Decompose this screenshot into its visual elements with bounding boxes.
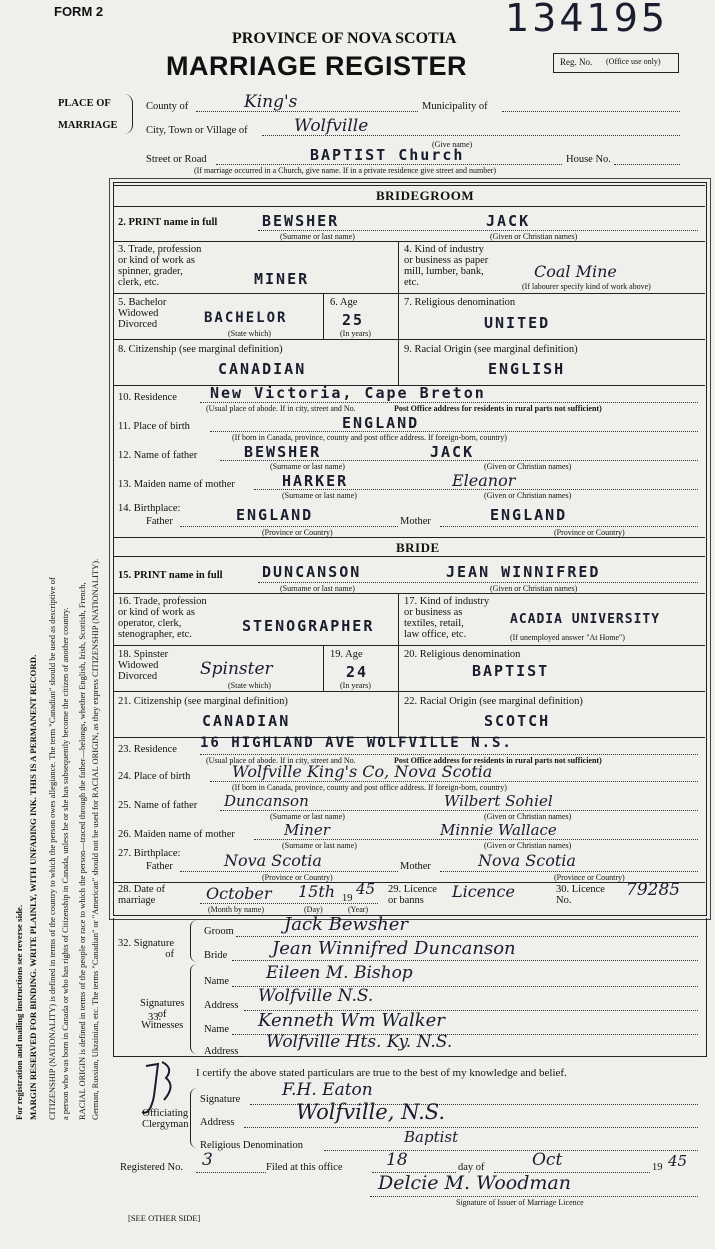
groom-racial: ENGLISH (488, 360, 566, 378)
marriage-label: MARRIAGE (58, 120, 118, 131)
bride-bp-father-label: Father (146, 861, 173, 872)
father-given-caption: (Given or Christian names) (484, 462, 572, 471)
certify-text: I certify the above stated particulars are true to the best of my knowledge and belief. (196, 1067, 567, 1079)
page-title: MARRIAGE REGISTER (166, 51, 468, 81)
groom-industry-label (404, 244, 488, 288)
marriage-year: 45 (356, 880, 376, 898)
groom-name-label-text: 2. PRINT name in full (118, 217, 218, 228)
groom-citizenship-label: 8. Citizenship (see marginal definition) (118, 344, 283, 355)
groom-age-label: 6. Age (330, 297, 358, 308)
bride-father-surname-caption: (Surname or last name) (270, 812, 345, 821)
registration-number: 134195 (505, 0, 669, 40)
county-label: County of (146, 101, 189, 112)
bride-age: 24 (346, 663, 369, 681)
groom-residence: New Victoria, Cape Breton (210, 384, 486, 402)
rule (114, 593, 705, 594)
reg-no-box (553, 53, 679, 73)
municipality-label: Municipality of (422, 101, 488, 112)
bridegroom-heading: BRIDEGROOM (376, 188, 475, 203)
bride-name-label-text: 15. PRINT name in full (118, 570, 223, 581)
licence-label-text: 29. Licence or banns (388, 884, 437, 906)
bride-given: JEAN WINNIFRED (446, 563, 601, 581)
bride-father-given-caption: (Given or Christian names) (484, 812, 572, 821)
bride-trade-label (118, 596, 207, 640)
rule (196, 1172, 266, 1173)
groom-residence-note: (Usual place of abode. If in city, street and No. (206, 404, 356, 413)
rule (114, 241, 705, 242)
bride-years: (In years) (340, 681, 371, 690)
rule (200, 402, 698, 403)
licence-no-label-text: 30. Licence No. (556, 884, 605, 906)
groom-birth-label: 11. Place of birth (118, 421, 190, 432)
municipality-line (502, 111, 680, 112)
house-label: House No. (566, 154, 611, 165)
bride-age-label: 19. Age (330, 649, 363, 660)
bride-trade: STENOGRAPHER (242, 617, 375, 635)
clergy-caption (142, 1108, 188, 1130)
rule (244, 1127, 698, 1128)
rule (114, 556, 705, 557)
bride-mother-given-caption: (Given or Christian names) (484, 841, 572, 850)
clergy-sig-label: Signature (200, 1094, 241, 1105)
rule (258, 582, 698, 583)
groom-status: BACHELOR (204, 310, 288, 326)
groom-industry-label-text: 4. Kind of industry or business as paper mill, lumber, bank, etc. (404, 244, 489, 288)
groom-industry-note: (If labourer specify kind of work above) (522, 282, 651, 291)
rule (370, 1196, 698, 1197)
groom-racial-label: 9. Racial Origin (see marginal definition) (404, 344, 578, 355)
groom-mother-label: 13. Maiden name of mother (118, 479, 235, 490)
issuer-signature: Delcie M. Woodman (378, 1172, 571, 1194)
w2-name: Kenneth Wm Walker (258, 1010, 445, 1031)
bride-status-label-text: 18. Spinster Widowed Divorced (118, 649, 169, 682)
rule (323, 293, 324, 339)
marriage-year-prefix: 19 (342, 893, 353, 904)
groom-bp-father-label: Father (146, 516, 173, 527)
groom-trade: MINER (254, 270, 310, 288)
bride-sig-label: Bride (204, 950, 228, 961)
day-caption: (Day) (304, 905, 323, 914)
groom-religion-label: 7. Religious denomination (404, 297, 516, 308)
groom-birth-note: (If born in Canada, province, county and post office address. If foreign-born, country) (232, 433, 507, 442)
rule (398, 645, 399, 691)
street-line (216, 164, 562, 165)
bride-surname-caption: (Surname or last name) (280, 584, 355, 593)
see-other-side: [SEE OTHER SIDE] (128, 1213, 201, 1223)
w2-address: Wolfville Hts. Ky. N.S. (266, 1032, 453, 1052)
bride-religion-label: 20. Religious denomination (404, 649, 521, 660)
date-label-text: 28. Date of marriage (118, 884, 165, 906)
w1-name-label: Name (204, 976, 230, 987)
house-line (614, 164, 680, 165)
bride-bp-mother: Nova Scotia (478, 851, 576, 870)
groom-industry: Coal Mine (534, 262, 617, 281)
rule (220, 810, 698, 811)
bride-bp-mother-caption: (Province or Country) (554, 873, 625, 882)
reg-no-label: Reg. No. (560, 57, 593, 67)
groom-bp-label: 14. Birthplace: (118, 503, 181, 514)
mother-given-caption: (Given or Christian names) (484, 491, 572, 500)
street-note: (If marriage occurred in a Church, give name. If in a private residence give street and number) (194, 166, 497, 175)
bride-bp-mother-label: Mother (400, 861, 431, 872)
filed-year-prefix: 19 (652, 1162, 663, 1173)
mother-surname-caption: (Surname or last name) (282, 491, 357, 500)
rule (398, 691, 399, 737)
bride-residence-note2: Post Office address for residents in rural parts not sufficient) (394, 756, 602, 765)
rule (114, 537, 705, 538)
bride-industry-label (404, 596, 489, 640)
bride-industry-label-text: 17. Kind of industry or business as textiles, retail, law office, etc. (404, 596, 490, 640)
bride-bp-father: Nova Scotia (224, 851, 322, 870)
father-surname-caption: (Surname or last name) (270, 462, 345, 471)
issuer-caption: Signature of Issuer of Marriage Licence (456, 1198, 584, 1207)
date-label (118, 884, 165, 906)
bride-mother-label: 26. Maiden name of mother (118, 829, 235, 840)
rule (398, 241, 399, 293)
bride-mother-given: Minnie Wallace (440, 821, 557, 839)
bride-citizenship-label: 21. Citizenship (see marginal definition) (118, 696, 288, 707)
rule (323, 645, 324, 691)
licence-value: Licence (452, 882, 515, 901)
clergy-caption-text: Officiating Clergyman (142, 1108, 189, 1130)
witness-brace (190, 964, 197, 1054)
religious-denom-label: Religious Denomination (200, 1140, 303, 1151)
groom-bp-mother-caption: (Province or Country) (554, 528, 625, 537)
bride-industry-note: (If unemployed answer "At Home") (510, 633, 625, 642)
bride-father-label: 25. Name of father (118, 800, 198, 811)
bride-bp-father-caption: (Province or Country) (262, 873, 333, 882)
registered-label: Registered No. (120, 1162, 183, 1173)
groom-residence-note2: Post Office address for residents in rural parts not sufficient) (394, 404, 602, 413)
w2-address-label: Address (204, 1046, 239, 1057)
rule (440, 526, 698, 527)
w1-address-label: Address (204, 1000, 239, 1011)
groom-mother-surname: HARKER (282, 472, 349, 490)
bride-surname: DUNCANSON (262, 563, 362, 581)
rule (180, 871, 398, 872)
bride-father-surname: Duncanson (224, 792, 309, 810)
rule (210, 781, 698, 782)
witness-number: 33. (148, 1012, 162, 1023)
rule (440, 871, 698, 872)
w1-address: Wolfville N.S. (258, 986, 374, 1006)
groom-years: (In years) (340, 329, 371, 338)
form-number: FORM 2 (54, 4, 104, 19)
bride-given-caption: (Given or Christian names) (490, 584, 578, 593)
rule (258, 230, 698, 231)
filed-month: Oct (532, 1150, 563, 1170)
place-label: PLACE OF (58, 98, 111, 109)
bride-residence-note: (Usual place of abode. If in city, street and No. (206, 756, 356, 765)
rule (114, 339, 705, 340)
groom-trade-label-text: 3. Trade, profession or kind of work as spinner, grader, clerk, etc. (118, 244, 202, 288)
groom-trade-label (118, 244, 201, 288)
groom-status-label-text: 5. Bachelor Widowed Divorced (118, 297, 167, 330)
rule (398, 293, 399, 339)
county-value: King's (244, 92, 298, 112)
groom-mother-given: Eleanor (452, 471, 516, 490)
filed-day: 18 (386, 1150, 408, 1170)
groom-residence-label: 10. Residence (118, 392, 177, 403)
groom-citizenship: CANADIAN (218, 360, 307, 378)
city-label: City, Town or Village of (146, 125, 248, 136)
clergy-address: Wolfville, N.S. (296, 1100, 446, 1124)
w1-name: Eileen M. Bishop (266, 963, 413, 983)
groom-given: JACK (486, 212, 531, 230)
bride-trade-label-text: 16. Trade, profession or kind of work as operator, clerk, stenographer, etc. (118, 596, 207, 640)
marriage-day: 15th (298, 882, 336, 901)
rule (114, 882, 705, 883)
province-title: PROVINCE OF NOVA SCOTIA (232, 30, 457, 47)
bride-state-which: (State which) (228, 681, 271, 690)
rule (200, 754, 698, 755)
bride-birth: Wolfville King's Co, Nova Scotia (232, 762, 493, 781)
groom-sig-label: Groom (204, 926, 234, 937)
rule (180, 526, 398, 527)
licence-no-label (556, 884, 605, 906)
licence-no: 79285 (626, 880, 681, 900)
bride-racial: SCOTCH (484, 712, 551, 730)
side-note-3: CITIZENSHIP (NATIONALITY) is defined in terms of the country to which the person owes allegiance. The term "Canadian" should be used as descriptive of (47, 577, 57, 1120)
place-brace (124, 94, 133, 134)
groom-father-label: 12. Name of father (118, 450, 198, 461)
groom-name-label (118, 217, 217, 228)
groom-bp-father-caption: (Province or Country) (262, 528, 333, 537)
bride-name-label (118, 570, 223, 581)
bride-birth-note: (If born in Canada, province, county and post office address. If foreign-born, country) (232, 783, 507, 792)
signature-of-label (118, 938, 174, 960)
groom-bp-father: ENGLAND (236, 506, 314, 524)
rule (244, 1056, 698, 1057)
witness-caption (140, 998, 184, 1031)
bride-status: Spinster (200, 659, 273, 679)
county-line (196, 111, 418, 112)
side-note-4: a person who was born in Canada or who has rights of Citizenship in Canada, unless he or she has subsequently become the citizen of another country. (60, 607, 70, 1120)
day-of-label: day of (458, 1162, 485, 1173)
clergy-address-label: Address (200, 1117, 235, 1128)
groom-father-surname: BEWSHER (244, 443, 322, 461)
bride-mother-surname: Miner (284, 821, 330, 839)
rule (114, 293, 705, 294)
groom-status-label (118, 297, 166, 330)
groom-bp-mother: ENGLAND (490, 506, 568, 524)
bride-birth-label: 24. Place of birth (118, 771, 191, 782)
rule (210, 431, 698, 432)
city-value: Wolfville (294, 116, 369, 136)
marriage-month: October (206, 884, 272, 903)
filed-label: Filed at this office (266, 1162, 343, 1173)
side-note-6: German, Russian, Ukrainian, etc. The terms "Canadian" or "American" should not be used for RACIAL ORIGIN, as they express CITIZENSHIP (NATIONALITY). (90, 558, 100, 1120)
bride-father-given: Wilbert Sohiel (444, 792, 553, 810)
side-note-5: RACIAL ORIGIN is defined in terms of the people or race to which the person—traced through the father—belongs, whether English, Irish, Scottish, French, (77, 582, 87, 1120)
rule (254, 839, 698, 840)
give-name-caption: (Give name) (432, 140, 473, 149)
rule (324, 1150, 698, 1151)
rule (398, 593, 399, 645)
month-caption: (Month by name) (208, 905, 264, 914)
side-note-2: MARGIN RESERVED FOR BINDING. WRITE PLAINLY, WITH UNFADING INK. THIS IS A PERMANENT RECORD. (28, 654, 38, 1120)
clergy-brace (190, 1088, 197, 1148)
bride-citizenship: CANADIAN (202, 712, 291, 730)
bride-mother-surname-caption: (Surname or last name) (282, 841, 357, 850)
religious-denomination: Baptist (404, 1128, 459, 1146)
groom-bp-mother-label: Mother (400, 516, 431, 527)
groom-father-given: JACK (430, 443, 475, 461)
groom-state-which: (State which) (228, 329, 271, 338)
groom-surname: BEWSHER (262, 212, 340, 230)
clergy-signature: F.H. Eaton (282, 1080, 373, 1100)
rule (114, 645, 705, 646)
rule (236, 936, 698, 937)
given-caption: (Given or Christian names) (490, 232, 578, 241)
bride-signature: Jean Winnifred Duncanson (272, 938, 516, 959)
surname-caption: (Surname or last name) (280, 232, 355, 241)
bride-bp-label: 27. Birthplace: (118, 848, 181, 859)
rule (114, 206, 705, 207)
side-note-1: For registration and mailing instructions see reverse side. (14, 904, 24, 1120)
street-value: BAPTIST Church (310, 146, 465, 164)
bride-residence: 16 HIGHLAND AVE WOLFVILLE N.S. (200, 735, 513, 751)
rule (114, 691, 705, 692)
office-use-label: (Office use only) (606, 57, 661, 66)
registered-number: 3 (202, 1150, 213, 1170)
year-caption: (Year) (348, 905, 369, 914)
bride-residence-label: 23. Residence (118, 744, 177, 755)
street-label: Street or Road (146, 154, 207, 165)
w2-name-label: Name (204, 1024, 230, 1035)
rule (232, 960, 698, 961)
bride-status-label (118, 649, 168, 682)
rule (200, 903, 378, 904)
bride-industry: ACADIA UNIVERSITY (510, 612, 661, 627)
groom-birth: ENGLAND (342, 414, 420, 432)
rule (398, 339, 399, 385)
filed-year: 45 (668, 1152, 688, 1170)
witness-caption-text: Signatures of Witnesses (140, 998, 185, 1031)
bride-heading: BRIDE (396, 540, 440, 555)
groom-religion: UNITED (484, 314, 551, 332)
groom-signature: Jack Bewsher (284, 914, 409, 935)
bride-religion: BAPTIST (472, 662, 550, 680)
signature-of-label-text: 32. Signature of (118, 938, 174, 960)
rule (114, 185, 705, 186)
signature-brace (190, 920, 197, 962)
bride-racial-label: 22. Racial Origin (see marginal definition) (404, 696, 583, 707)
groom-age: 25 (342, 311, 365, 329)
licence-label (388, 884, 437, 906)
